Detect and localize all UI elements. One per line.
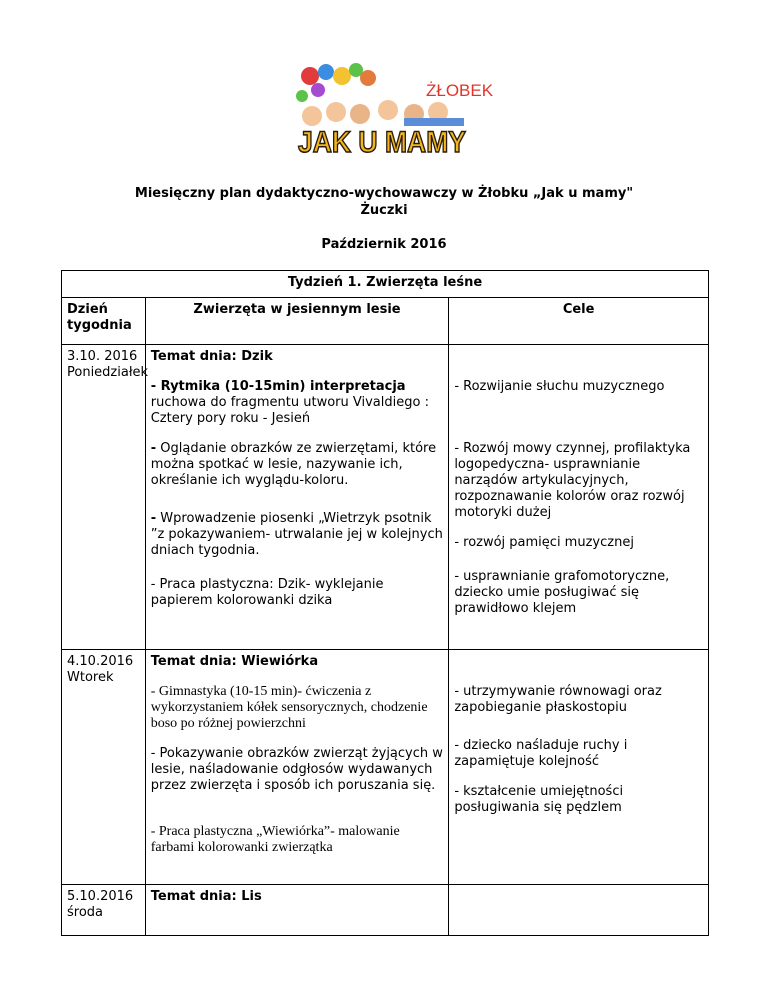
day-name: Wtorek — [67, 670, 114, 685]
day-row — [62, 650, 709, 885]
activity-item: - Gimnastyka (10-15 min)- ćwiczenia z wykorzystaniem kółek sensorycznych, chodzenie boso po różnej powierzchni — [150, 684, 428, 731]
activity-item: - Pokazywanie obrazków zwierząt żyjących w lesie, naśladowanie odgłosów wydawanych przez zwierzęta i sposób ich poruszania się. — [150, 746, 443, 793]
zlobek-logo — [296, 66, 494, 159]
activities-cell — [145, 885, 449, 936]
activity-item: - Praca plastyczna „Wiewiórka”- malowanie farbami kolorowanki zwierzątka — [150, 824, 400, 855]
day-cell — [62, 345, 149, 650]
activities-cell — [145, 345, 449, 650]
week-title: Tydzień 1. Zwierzęta leśne — [62, 271, 709, 298]
goal-item: - usprawnianie grafomotoryczne, dziecko umie posługiwać się prawidłowo klejem — [454, 569, 670, 616]
activity-item: - Rytmika (10-15min) interpretacja ruchowa do fragmentu utworu Vivaldiego : Cztery pory roku - Jesień — [150, 379, 429, 426]
activity-item: - Praca plastyczna: Dzik- wyklejanie papierem kolorowanki dzika — [150, 577, 384, 608]
month-title: Październik 2016 — [321, 237, 447, 252]
day-row — [62, 885, 709, 936]
goal-item: - kształcenie umiejętności posługiwania się pędzlem — [454, 784, 624, 815]
day-date: 3.10. 2016 — [67, 349, 138, 364]
activity-item: - Wprowadzenie piosenki „Wietrzyk psotnik ”z pokazywaniem- utrwalanie jej w kolejnych dniach tygodnia. — [150, 511, 443, 558]
plan-title: Miesięczny plan dydaktyczno-wychowawczy w Żłobku „Jak u mamy" — [134, 186, 634, 201]
goals-cell — [449, 650, 709, 885]
logo-small-text: ŻŁOBEK — [426, 81, 494, 100]
goal-item: - utrzymywanie równowagi oraz zapobieganie płaskostopiu — [454, 684, 662, 715]
logo-big-text: JAK U MAMY — [298, 126, 466, 159]
col-header-activities: Zwierzęta w jesiennym lesie — [145, 298, 449, 345]
goals-cell — [449, 345, 709, 650]
plan-table — [61, 270, 709, 936]
day-name: środa — [67, 905, 104, 920]
day-date: 4.10.2016 — [67, 654, 134, 669]
day-theme: Temat dnia: Wiewiórka — [150, 654, 319, 669]
activities-cell — [145, 650, 449, 885]
day-date: 5.10.2016 — [67, 889, 134, 904]
group-name: Żuczki — [360, 203, 408, 218]
activity-item: - Oglądanie obrazków ze zwierzętami, które można spotkać w lesie, nazywanie ich, określanie ich wyglądu-koloru. — [150, 441, 437, 488]
goal-item: - rozwój pamięci muzycznej — [454, 535, 634, 550]
goals-cell — [449, 885, 709, 936]
goal-item: - Rozwijanie słuchu muzycznego — [454, 379, 665, 394]
day-theme: Temat dnia: Dzik — [150, 349, 273, 364]
day-theme: Temat dnia: Lis — [150, 889, 262, 904]
day-cell — [62, 885, 146, 936]
day-row — [62, 345, 709, 650]
col-header-day: Dzień tygodnia — [62, 298, 146, 345]
col-header-goals: Cele — [449, 298, 709, 345]
day-cell — [62, 650, 146, 885]
goal-item: - Rozwój mowy czynnej, profilaktyka logopedyczna- usprawnianie narządów artykulacyjnych, rozpoznawanie kolorów oraz rozwój motoryki dużej — [454, 441, 691, 520]
day-name: Poniedziałek — [67, 365, 149, 380]
goal-item: - dziecko naśladuje ruchy i zapamiętuje kolejność — [454, 738, 628, 769]
